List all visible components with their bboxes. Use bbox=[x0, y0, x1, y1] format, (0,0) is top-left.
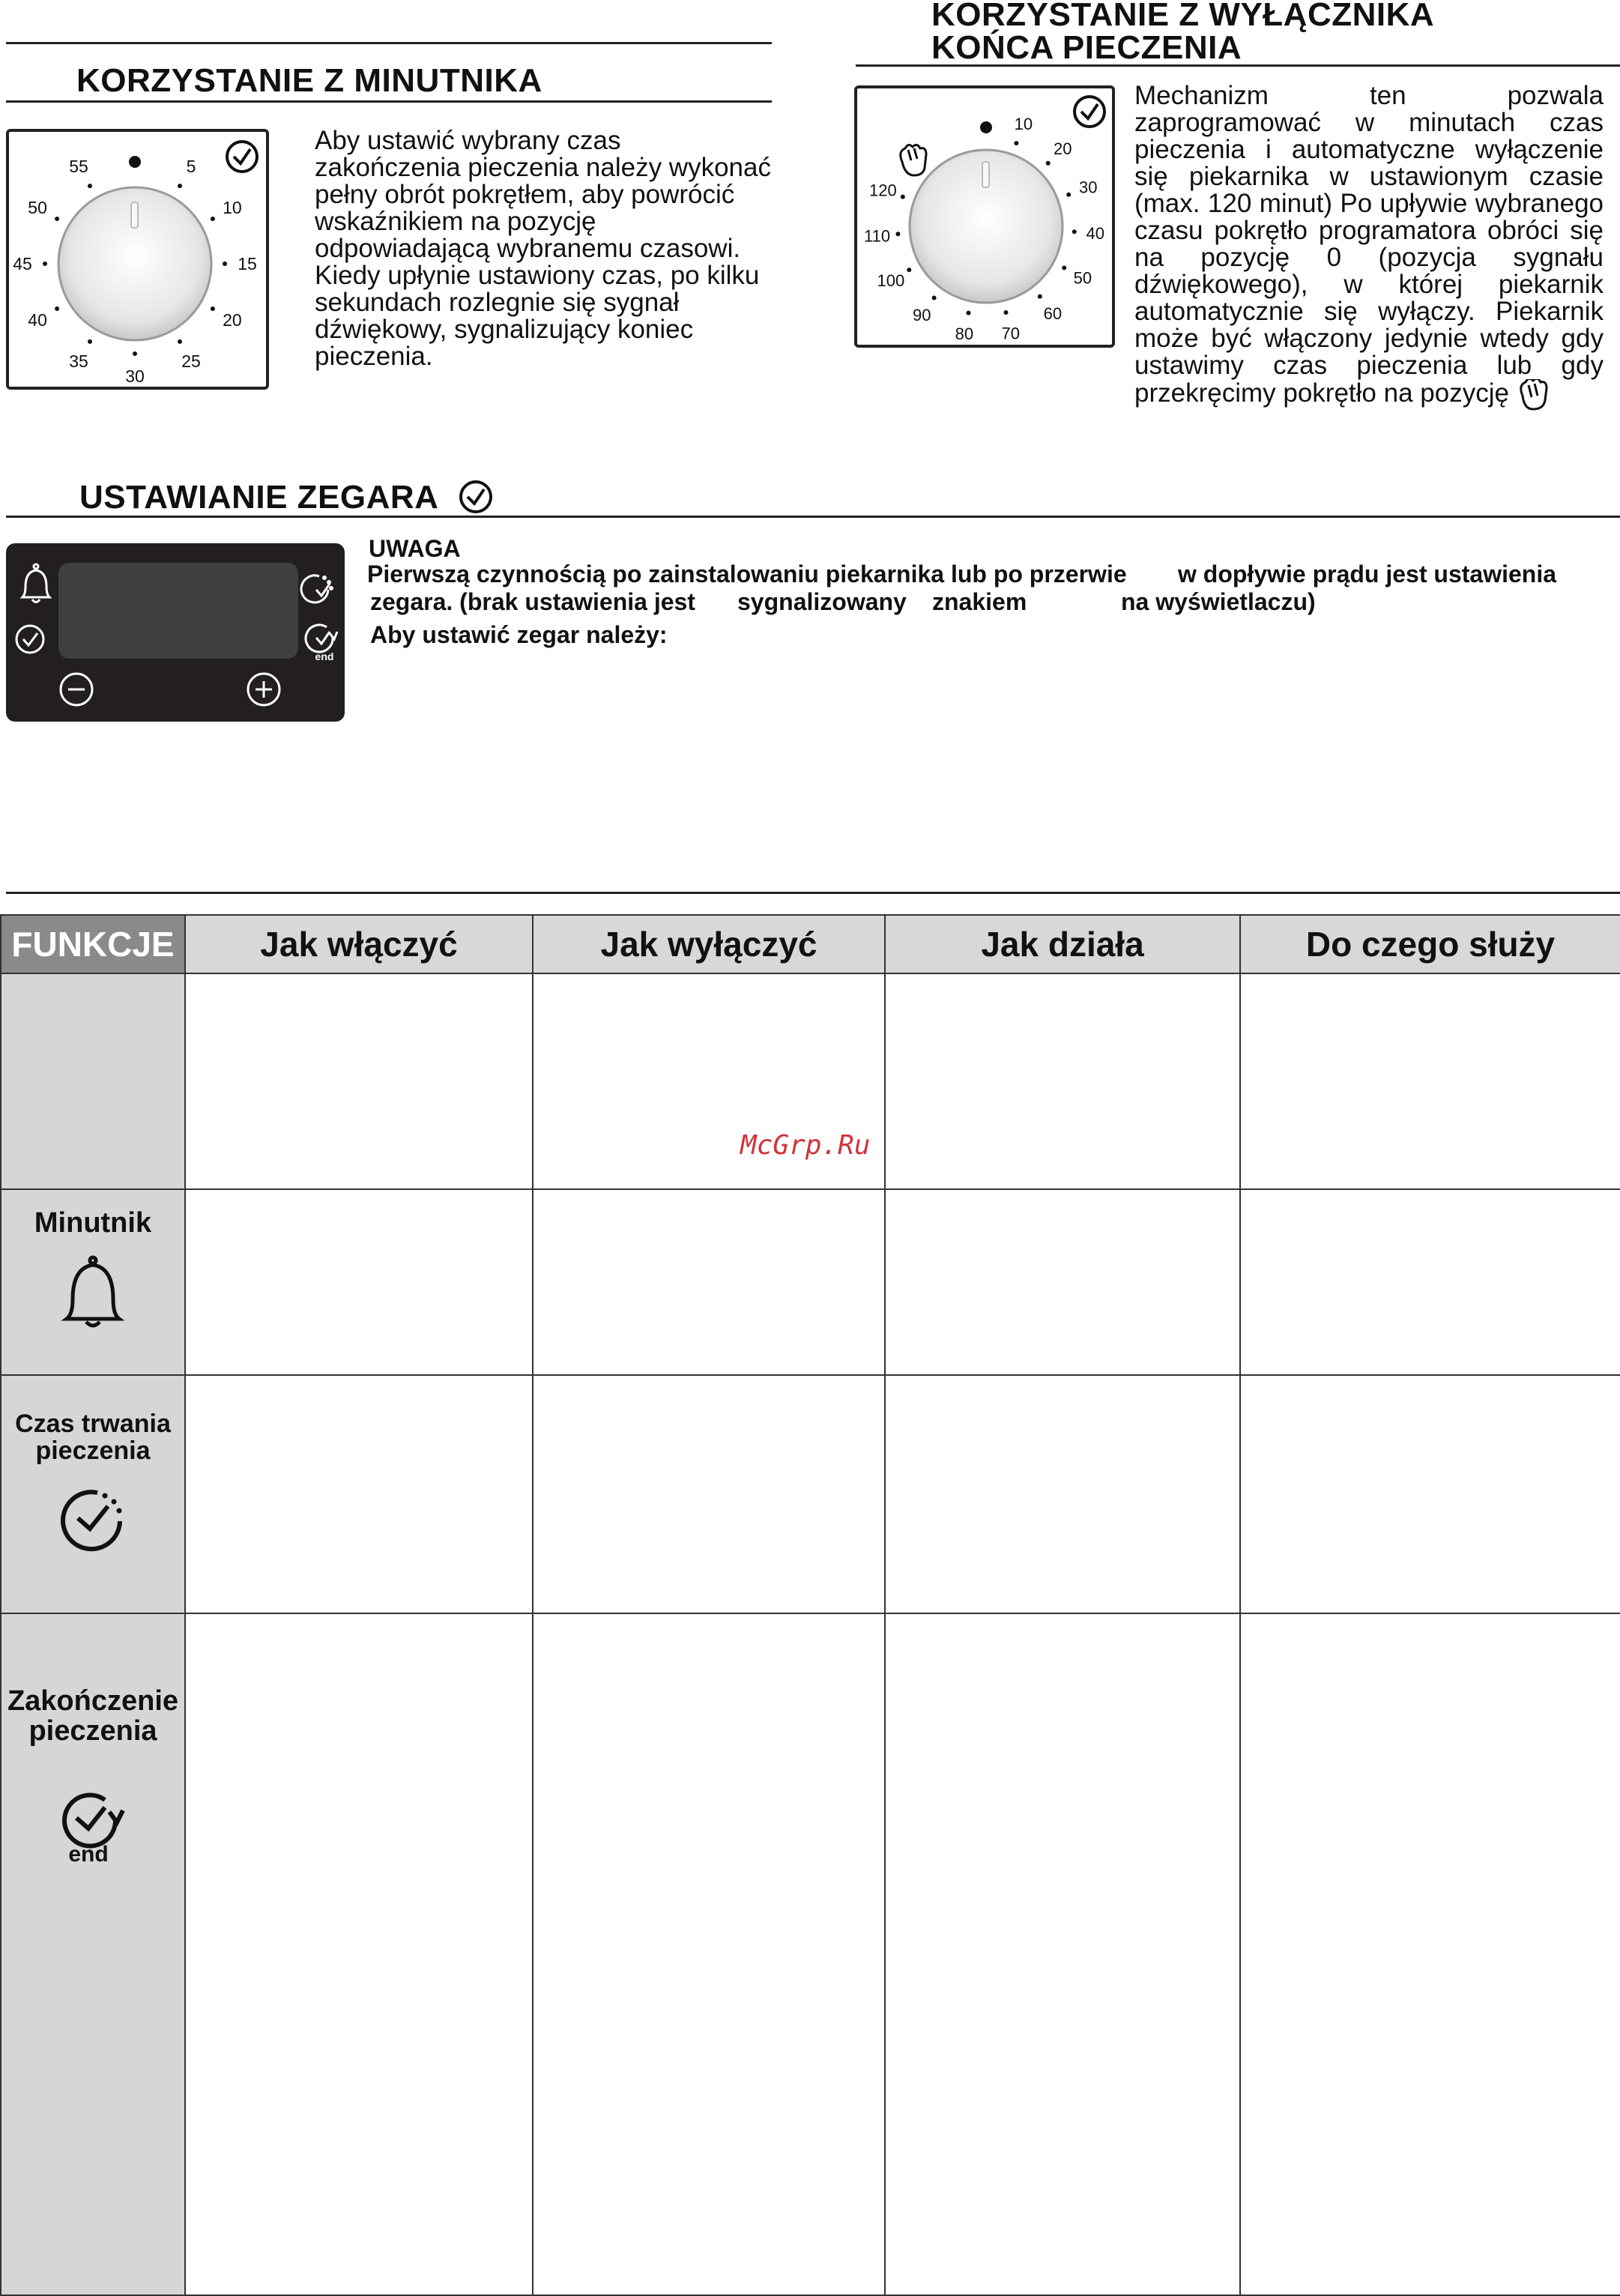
dial-tick bbox=[1004, 310, 1009, 315]
dial-label: 40 bbox=[28, 310, 47, 330]
dial-tick bbox=[211, 217, 215, 221]
dial-label: 10 bbox=[1014, 114, 1033, 133]
dial-tick bbox=[967, 311, 971, 315]
note-line-2c: znakiem bbox=[932, 588, 1027, 615]
dial-tick bbox=[133, 351, 137, 356]
note-line-3: Aby ustawić zegar należy: bbox=[370, 621, 668, 648]
dial-tick bbox=[1038, 294, 1042, 299]
function-cell-czas-trwania bbox=[1, 1375, 185, 1613]
table-header-row bbox=[1, 915, 1620, 973]
top-rule-left bbox=[6, 42, 772, 44]
dial-tick bbox=[1066, 193, 1071, 197]
end-icon bbox=[55, 1783, 130, 1866]
header-jak-wylaczyc: Jak wyłączyć bbox=[533, 915, 885, 973]
hand-icon bbox=[1517, 379, 1548, 412]
dial-label: 90 bbox=[912, 306, 931, 325]
dial-label: 30 bbox=[125, 366, 145, 386]
dial-label: 25 bbox=[181, 351, 201, 371]
table-cell bbox=[185, 1375, 533, 1613]
table-row bbox=[1, 1613, 1620, 2295]
table-cell bbox=[185, 1189, 533, 1375]
table-cell bbox=[1240, 973, 1620, 1189]
table-cell bbox=[185, 973, 533, 1189]
dial-label: 60 bbox=[1043, 303, 1063, 323]
table-cell bbox=[885, 1613, 1240, 2295]
table-cell bbox=[1240, 1613, 1620, 2295]
note-line-2d: na wyświetlaczu) bbox=[1121, 588, 1316, 615]
function-cell-zakonczenie bbox=[1, 1613, 185, 2295]
function-cell-minutnik bbox=[1, 1189, 185, 1375]
header-jak-dziala: Jak działa bbox=[885, 915, 1240, 973]
dial-label: 15 bbox=[238, 254, 257, 274]
watermark: McGrp.Ru bbox=[740, 1130, 871, 1161]
dial-tick bbox=[895, 232, 900, 236]
dial-tick bbox=[932, 296, 937, 300]
dial-label: 70 bbox=[1001, 324, 1021, 343]
clock-heading: USTAWIANIE ZEGARA bbox=[79, 479, 439, 516]
header-do-czego-sluzy: Do czego służy bbox=[1240, 915, 1620, 973]
functions-table bbox=[0, 914, 1620, 2296]
bell-icon bbox=[22, 564, 49, 602]
dial-tick bbox=[88, 184, 92, 188]
table-cell bbox=[533, 1189, 885, 1375]
dial-tick bbox=[43, 262, 47, 266]
function-name: Zakończenie pieczenia bbox=[7, 1685, 179, 1747]
header-jak-wlaczyc: Jak włączyć bbox=[185, 915, 533, 973]
end-switch-text bbox=[1134, 82, 1604, 412]
plus-button bbox=[248, 674, 279, 705]
end-icon-label: end bbox=[68, 1842, 109, 1866]
control-panel bbox=[6, 543, 345, 722]
header-funkcje: FUNKCJE bbox=[1, 915, 185, 973]
dial-tick bbox=[901, 195, 905, 199]
dial-tick bbox=[907, 268, 911, 272]
dial-label: 50 bbox=[28, 198, 47, 217]
minute-timer-text: Aby ustawić wybrany czas zakończenia pieczenia należy wykonać pełny obrót pokrętłem, aby powrócić wskaźnikiem na pozycję odpowiadającą wybranemu czasowi. Kiedy upłynie ustawiony czas, po kilku sekundach rozlegnie się sygnał dźwiękowy, sygnalizujący koniec pieczenia. bbox=[315, 126, 771, 371]
dial-tick bbox=[55, 306, 59, 311]
note-line-1b: w dopływie prądu jest ustawienia bbox=[1178, 561, 1556, 587]
dial-label: 10 bbox=[223, 198, 242, 217]
end-switch-dial bbox=[854, 85, 1115, 348]
table-row bbox=[1, 1189, 1620, 1375]
dial-tick bbox=[88, 339, 92, 344]
dial-label: 50 bbox=[1073, 268, 1092, 288]
dial-label: 20 bbox=[223, 310, 242, 330]
dial-tick bbox=[223, 262, 227, 266]
dial-label: 55 bbox=[69, 157, 88, 177]
table-cell bbox=[1240, 1375, 1620, 1613]
dial-label: 35 bbox=[69, 351, 88, 371]
note-line-2b: sygnalizowany bbox=[737, 588, 907, 615]
dial-label: 110 bbox=[864, 226, 891, 246]
end-switch-heading-line2: KOŃCA PIECZENIA bbox=[931, 29, 1242, 66]
dial-label: 5 bbox=[186, 157, 196, 177]
function-name: Czas trwania pieczenia bbox=[15, 1410, 171, 1465]
function-name: Minutnik bbox=[34, 1207, 152, 1239]
bell-icon bbox=[59, 1253, 127, 1328]
dial-tick bbox=[178, 184, 182, 188]
dial-label: 20 bbox=[1054, 139, 1072, 158]
dial-tick bbox=[55, 217, 59, 221]
clock-icon bbox=[16, 626, 43, 653]
table-cell bbox=[885, 973, 1240, 1189]
dial-tick bbox=[1062, 265, 1066, 270]
table-row bbox=[1, 1375, 1620, 1613]
duration-icon bbox=[301, 575, 332, 602]
dial-tick bbox=[1014, 141, 1018, 145]
function-cell-empty bbox=[1, 973, 185, 1189]
dial-tick bbox=[178, 339, 182, 344]
minute-timer-dial bbox=[6, 129, 269, 390]
minus-button bbox=[61, 674, 92, 705]
table-cell bbox=[185, 1613, 533, 2295]
dial-tick bbox=[1072, 229, 1077, 234]
clock-check-icon bbox=[457, 478, 495, 516]
rule-under-clock-heading bbox=[6, 516, 1620, 518]
dial-label: 120 bbox=[869, 181, 897, 200]
dial-tick bbox=[211, 306, 215, 311]
dial-label: 45 bbox=[13, 254, 32, 274]
note-line-2a: zegara. (brak ustawienia jest bbox=[370, 588, 695, 615]
rule-under-minute-heading bbox=[6, 100, 772, 103]
uwaga-label: UWAGA bbox=[369, 535, 461, 562]
table-cell bbox=[533, 1613, 885, 2295]
table-cell bbox=[1240, 1189, 1620, 1375]
dial-tick bbox=[1046, 161, 1051, 166]
rule-above-table bbox=[6, 892, 1620, 894]
table-cell bbox=[533, 1375, 885, 1613]
end-switch-text-body: Mechanizm ten pozwala zaprogramować w minutach czas pieczenia i automatyczne wyłączenie się piekarnika w ustawionym czasie (max. 120 minut) Po upływie wybranego czasu pokrętło programatora obróci się na pozycję 0 (pozycja sygnału dźwiękowego), w której piekarnik automatycznie się wyłączy. Piekarnik może być włączony jedynie wtedy gdy ustawimy czas pieczenia lub gdy przekręcimy pokrętło na pozycję bbox=[1134, 81, 1604, 408]
table-cell bbox=[885, 1375, 1240, 1613]
end-icon-label: end bbox=[315, 650, 334, 662]
dial-label: 80 bbox=[955, 324, 974, 344]
dial-label: 40 bbox=[1086, 223, 1104, 243]
table-cell bbox=[885, 1189, 1240, 1375]
minute-timer-heading: KORZYSTANIE Z MINUTNIKA bbox=[76, 62, 542, 99]
end-icon bbox=[306, 625, 337, 652]
dial-label: 30 bbox=[1079, 178, 1098, 197]
note-line-1a: Pierwszą czynnością po zainstalowaniu piekarnika lub po przerwie bbox=[367, 561, 1127, 587]
dial-label: 100 bbox=[877, 271, 905, 290]
duration-icon bbox=[55, 1479, 130, 1554]
end-switch-heading-line1: KORZYSTANIE Z WYŁĄCZNIKA bbox=[931, 0, 1435, 33]
